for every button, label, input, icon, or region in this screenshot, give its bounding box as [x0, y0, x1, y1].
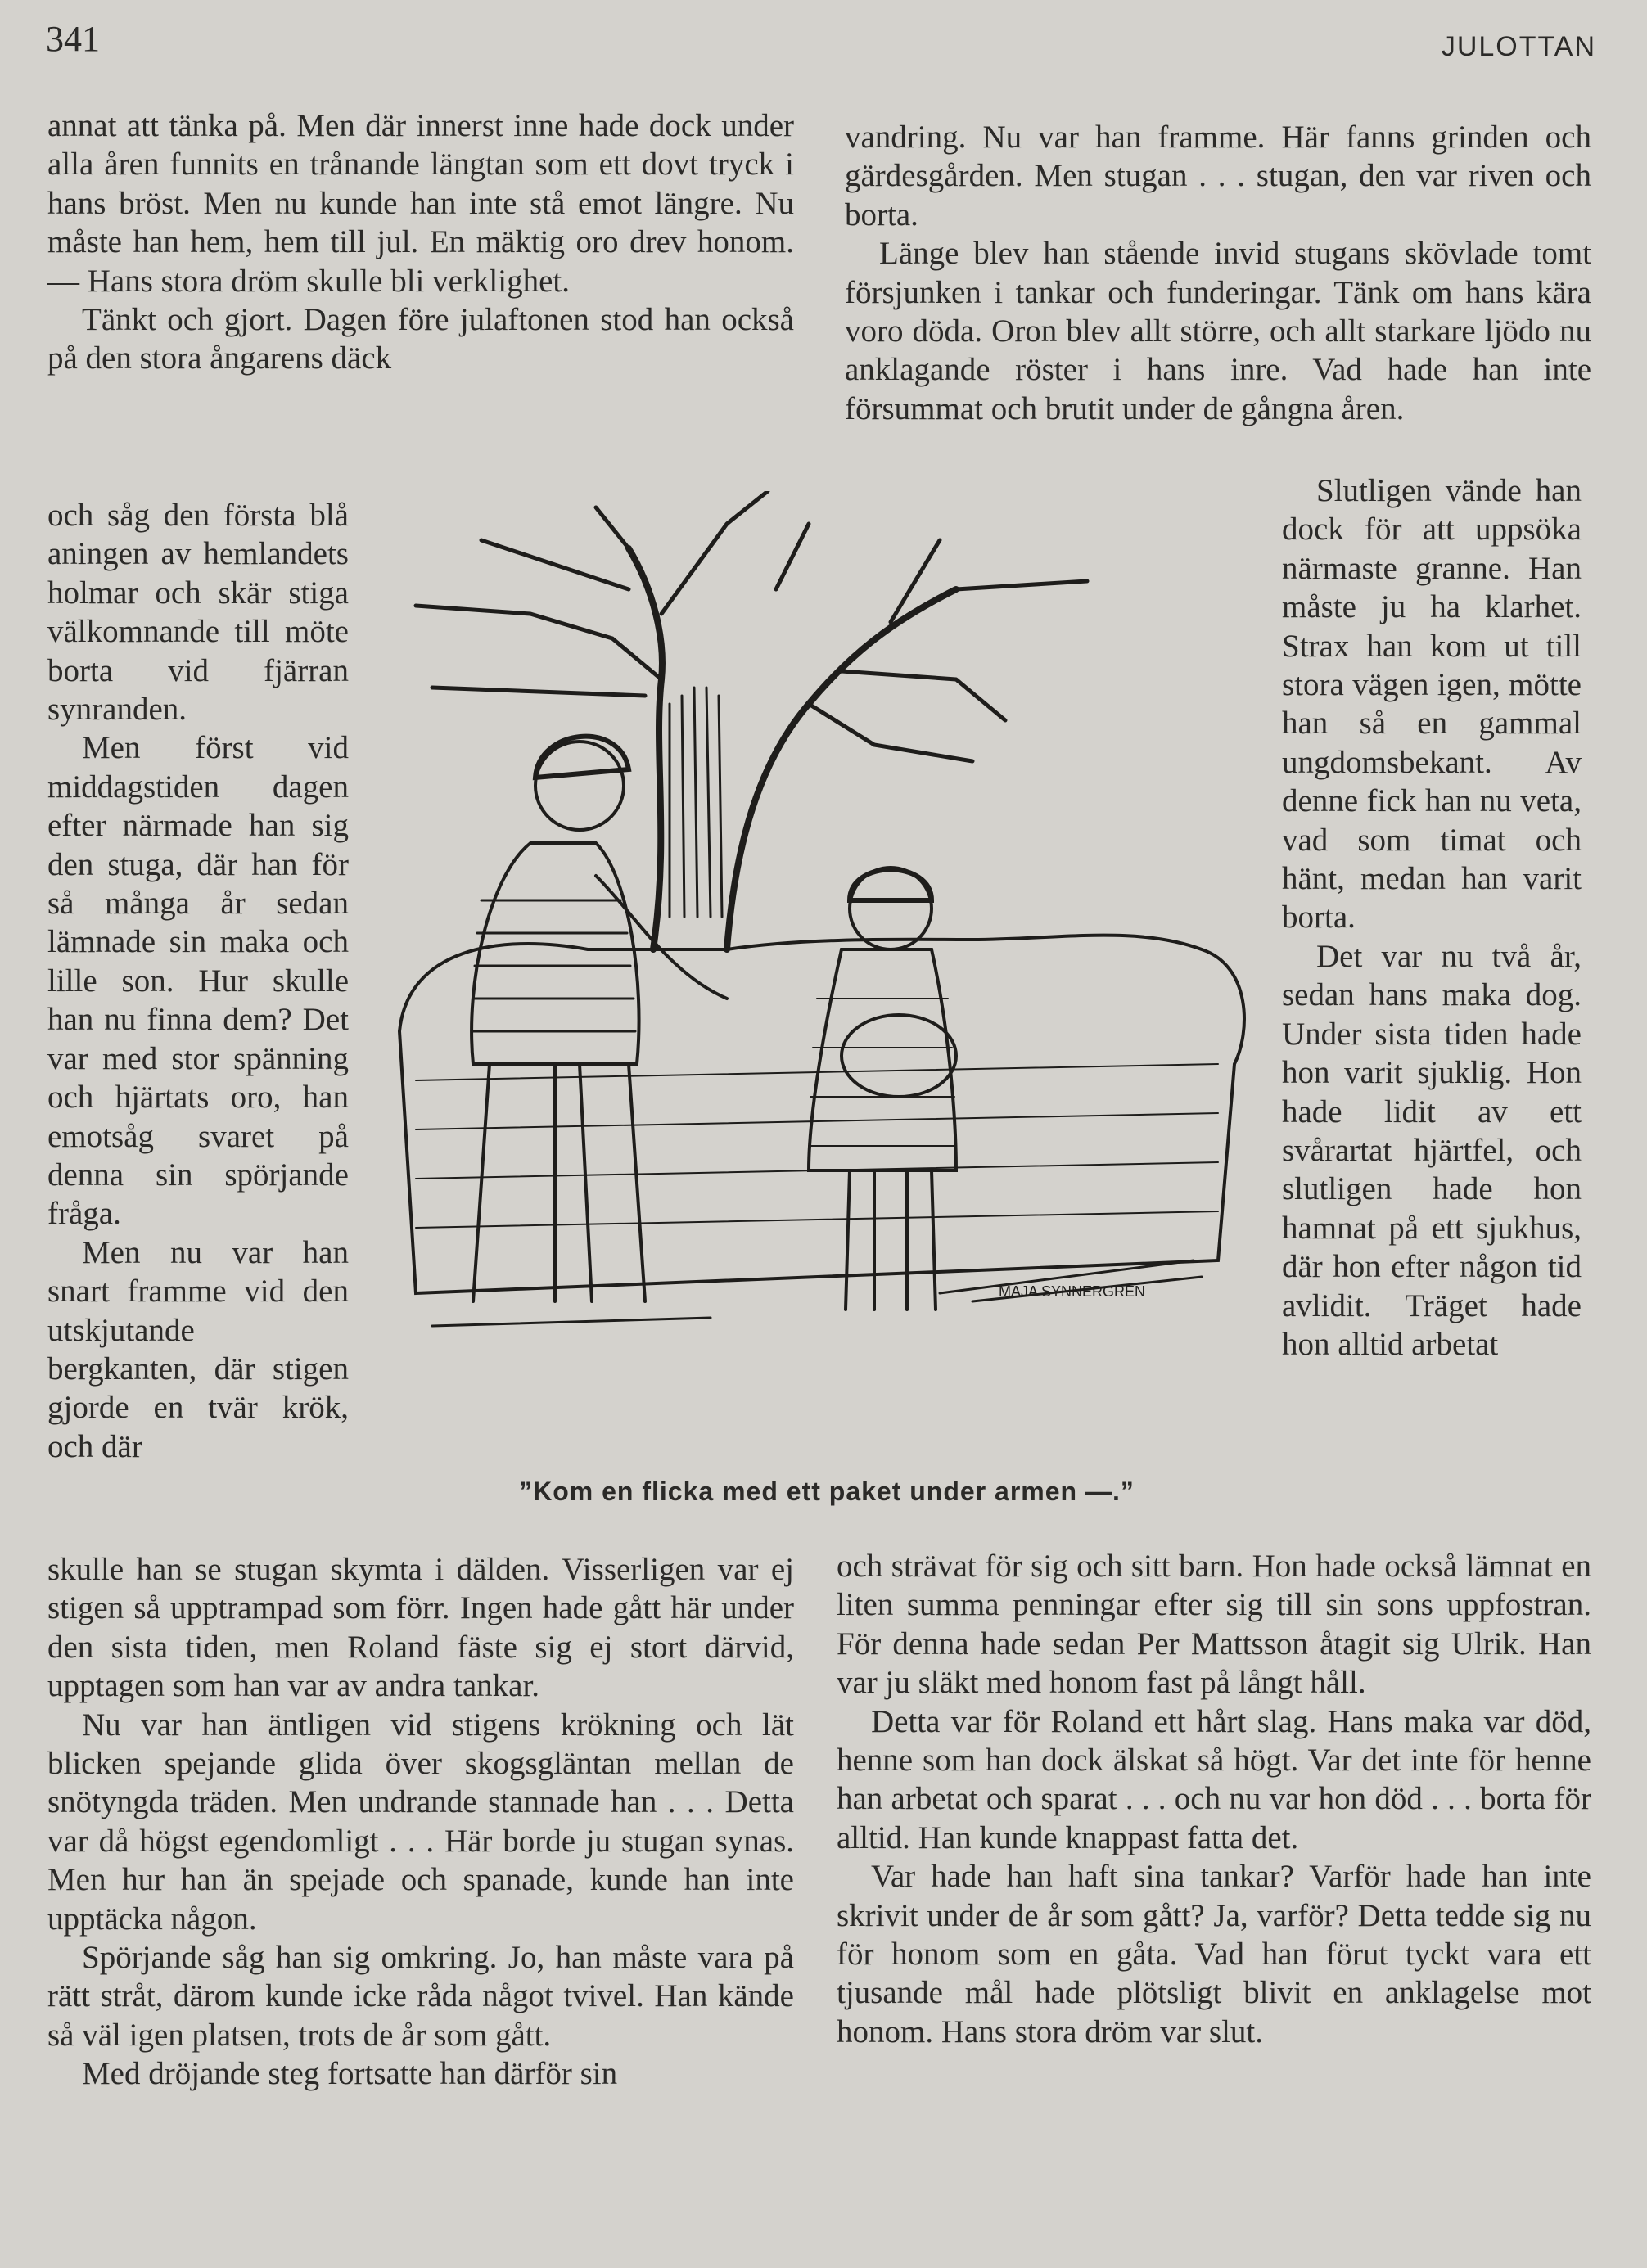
girl-legs	[846, 1170, 936, 1310]
paragraph: Nu var han äntligen vid stigens krökning och lät blicken spejande glida över skogsgläntan mellan de snötyngda träden. Men undrande stannade han . . . Detta var då högst egendomligt . . . Här borde ju stugan synas. Men hur han än spejade och spanade, kunde han inte upptäcka någon.	[47, 1707, 794, 1937]
paragraph: Med dröjande steg fortsatte han därför sin	[82, 2056, 618, 2092]
girl-hat	[850, 870, 932, 901]
paragraph: Men nu var han snart framme vid den utskjutande bergkanten, där stigen gjorde en tvär krök, och där	[47, 1234, 349, 1464]
paragraph: vandring. Nu var han framme. Här fanns grinden och gärdesgården. Men stugan . . . stugan, den var riven och borta.	[845, 119, 1591, 232]
paragraph: Det var nu två år, sedan hans maka dog. Under sista tiden hade hon varit sjuklig. Hon hade lidit av ett svårartat hjärtfel, och slutligen hade hon hamnat på ett sjukhus, där hon efter någon tid avlidit. Träget hade hon alltid arbetat	[1282, 938, 1582, 1362]
paragraph: Men först vid middagstiden dagen efter närmade han sig den stuga, där han för så många år sedan lämnade sin maka och lille son. Hur skulle han nu finna dem? Det var med stor spänning och hjärtats oro, han emotsåg svaret på denna sin spörjande fråga.	[47, 730, 349, 1232]
article-column-left-top	[47, 106, 794, 378]
paragraph: Var hade han haft sina tankar? Varför hade han inte skrivit under de år som gått? Ja, varför? Detta tedde sig nu för honom som en gåta. Vad han förut tyckt vara ett tjusande mål hade plötsligt blivit en anklagelse mot honom. Hans stora dröm var slut.	[837, 1859, 1591, 2049]
paragraph: Slutligen vände han dock för att uppsöka närmaste granne. Han måste ju ha klarhet. Strax han kom ut till stora vägen igen, mötte han så en gammal ungdomsbekant. Av denne fick han nu veta, vad som timat och hänt, medan han varit borta.	[1282, 473, 1582, 936]
paragraph: Spörjande såg han sig omkring. Jo, han måste vara på rätt stråt, därom kunde icke råda något tvivel. Han kände så väl igen platsen, trots de år som gått.	[47, 1940, 794, 2053]
article-column-right-bottom	[837, 1547, 1591, 2051]
paragraph: Detta var för Roland ett hårt slag. Hans maka var död, henne som han dock älskat så högt. Var det inte för henne han arbetat och sparat . . . och nu var hon död . . . borta för alltid. Han kunde knappast fatta det.	[837, 1703, 1591, 1855]
illustration-boy-and-girl	[383, 491, 1269, 1473]
paragraph: Tänkt och gjort. Dagen före julaftonen stod han också på den stora ångarens däck	[47, 302, 794, 376]
paragraph: Länge blev han stående invid stugans skövlade tomt försjunken i tankar och funderingar. Tänk om hans kära voro döda. Oron blev allt större, och allt starkare ljödo nu anklagande röster i hans inre. Vad hade han inte försummat och brutit under de gångna åren.	[845, 236, 1591, 426]
article-column-right-narrow	[1282, 471, 1582, 1364]
girl-package	[842, 1015, 956, 1097]
article-column-right-top	[845, 118, 1591, 428]
paragraph: annat att tänka på. Men där innerst inne hade dock under alla åren funnits en trånande längtan som ett dovt tryck i hans bröst. Men nu kunde han inte stå emot längre. Nu måste han hem, hem till jul. En mäktig oro drev honom. — Hans stora dröm skulle bli verklighet.	[47, 108, 794, 299]
boy-legs	[473, 1064, 645, 1301]
boy-sweater-stripes	[473, 900, 635, 1031]
paragraph: skulle han se stugan skymta i dälden. Visserligen var ej stigen så upptrampad som förr. Ingen hade gått här under den sista tiden, men Roland fäste sig ej stort därvid, upptagen som han var av andra tankar.	[47, 1552, 794, 1704]
snow-wall	[399, 936, 1244, 1293]
paragraph: och såg den första blå aningen av hemlandets holmar och skär stiga välkomnande till möte borta vid fjärran synranden.	[47, 498, 349, 728]
illustrator-signature: MAJA SYNNERGREN	[999, 1283, 1146, 1300]
illustration-caption: ”Kom en flicka med ett paket under armen —.”	[519, 1477, 1135, 1506]
paragraph: och strävat för sig och sitt barn. Hon hade också lämnat en liten summa penningar efter sig till sin sons uppfostran. För denna hade sedan Per Mattsson åtagit sig Ulrik. Han var ju släkt med honom fast på långt håll.	[837, 1549, 1591, 1701]
page-number: 341	[46, 19, 100, 59]
article-column-left-narrow	[47, 496, 349, 1466]
running-head: JULOTTAN	[1441, 31, 1596, 62]
boy-head	[535, 742, 624, 830]
tree-shading	[670, 688, 722, 917]
article-column-left-bottom	[47, 1550, 794, 2094]
girl-coat	[809, 949, 956, 1170]
tree-branches	[416, 491, 1087, 761]
